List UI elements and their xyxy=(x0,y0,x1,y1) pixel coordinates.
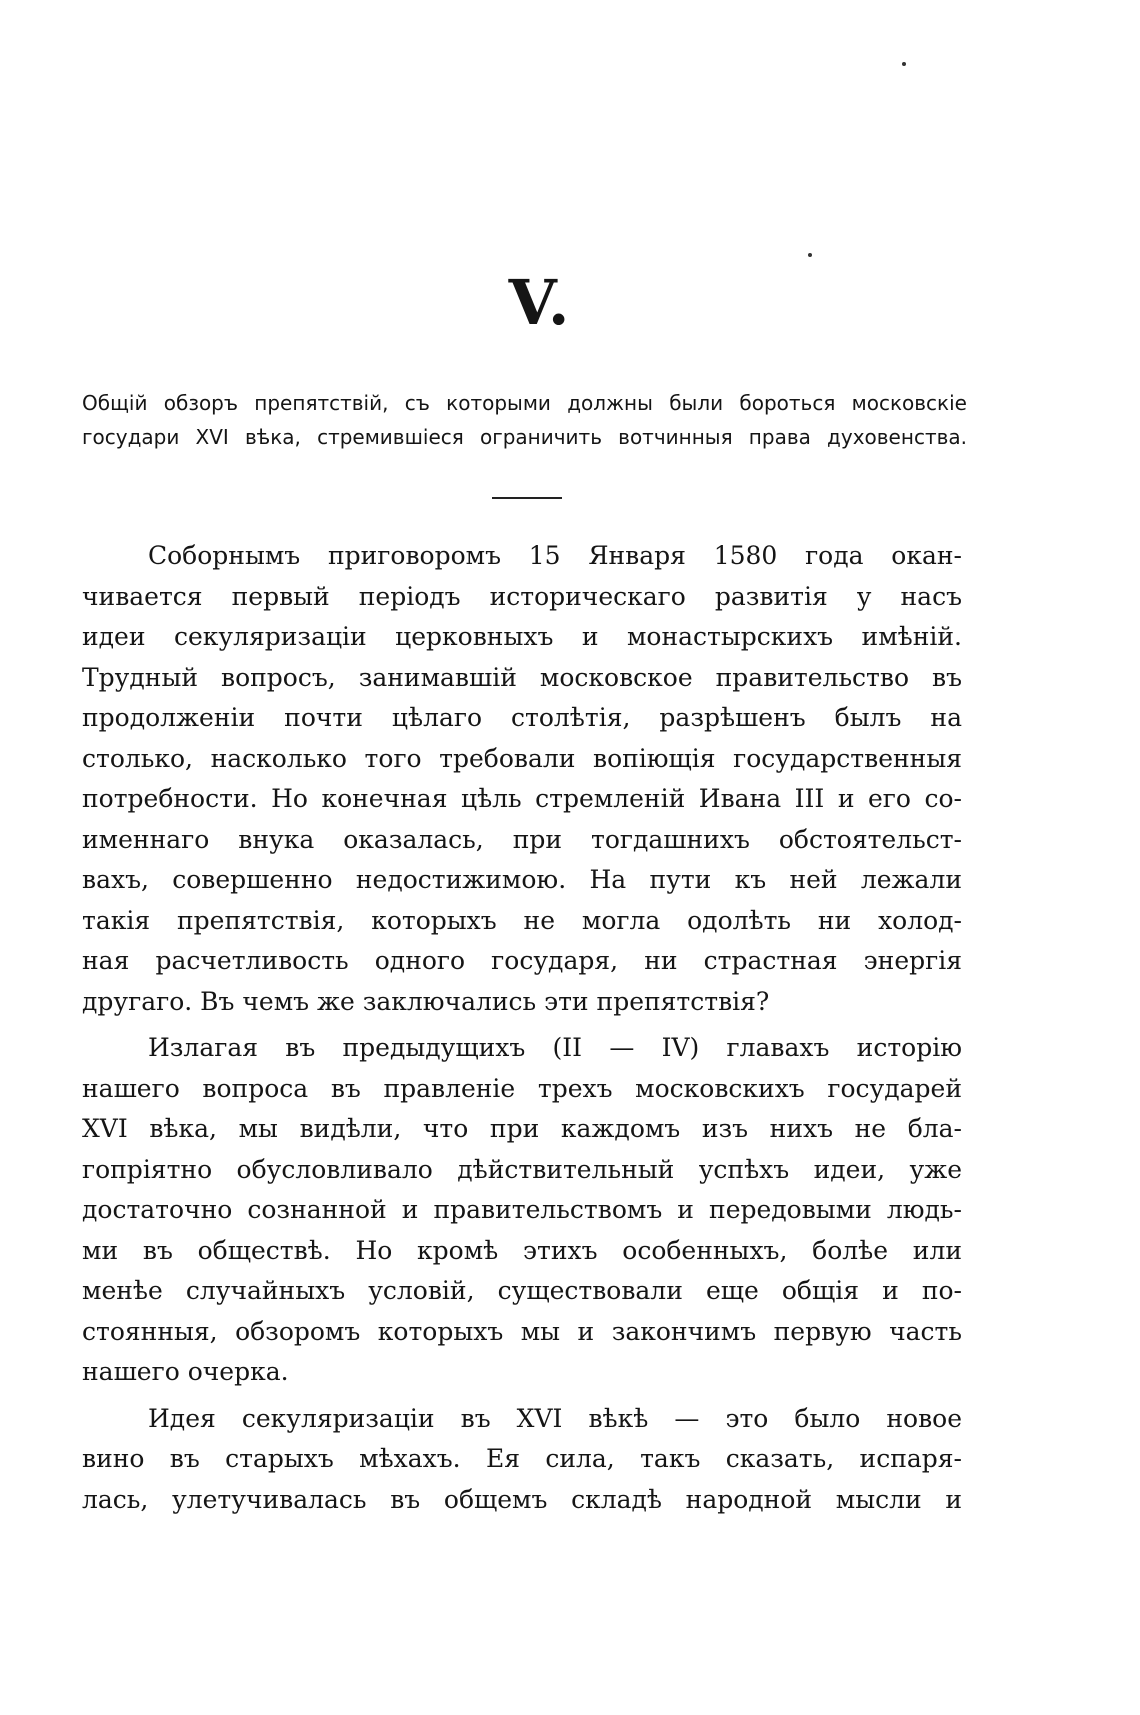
text-line: чивается первый періодъ историческаго развитія у насъ xyxy=(82,581,962,611)
text-line: лась, улетучивалась въ общемъ складѣ народной мысли и xyxy=(82,1484,962,1514)
text-line: нашего очерка. xyxy=(82,1357,289,1386)
chapter-summary xyxy=(82,386,967,454)
text-line: Соборнымъ приговоромъ 15 Января 1580 года окан- xyxy=(148,541,962,570)
text-line: ми въ обществѣ. Но кромѣ этихъ особенныхъ, болѣе или xyxy=(82,1235,962,1265)
text-line: достаточно сознанной и правительствомъ и передовыми людь- xyxy=(82,1195,962,1224)
speck-mark xyxy=(808,253,812,257)
text-line: ная расчетливость одного государя, ни страстная энергія xyxy=(82,946,962,975)
text-line: XVI вѣка, мы видѣли, что при каждомъ изъ нихъ не бла- xyxy=(82,1114,962,1143)
text-line: гопріятно обусловливало дѣйствительный успѣхъ идеи, уже xyxy=(82,1154,962,1184)
text-line: Идея секуляризаціи въ XVI вѣкѣ — это было новое xyxy=(148,1403,962,1433)
text-line: идеи секуляризаціи церковныхъ и монастырскихъ имѣній. xyxy=(82,622,962,651)
text-line: потребности. Но конечная цѣль стремленій Ивана III и его со- xyxy=(82,784,962,813)
text-line: вахъ, совершенно недостижимою. На пути къ ней лежали xyxy=(82,865,962,894)
text-line: продолженіи почти цѣлаго столѣтія, разрѣшенъ былъ на xyxy=(82,703,962,732)
speck-mark xyxy=(902,62,906,66)
chapter-number: V. xyxy=(508,266,572,339)
text-line: Трудный вопросъ, занимавшій московское правительство въ xyxy=(82,662,962,692)
body-text xyxy=(82,536,962,1520)
chapter-summary-line: Общій обзоръ препятствій, съ которыми должны были бороться московскіе xyxy=(82,391,967,415)
text-line: Излагая въ предыдущихъ (II — IV) главахъ исторію xyxy=(148,1033,962,1062)
text-line: именнаго внука оказалась, при тогдашнихъ обстоятельст- xyxy=(82,824,962,854)
text-line: стоянныя, обзоромъ которыхъ мы и закончимъ первую часть xyxy=(82,1316,962,1346)
text-line: менѣе случайныхъ условій, существовали еще общія и по- xyxy=(82,1276,962,1305)
text-line: столько, насколько того требовали вопіющія государственныя xyxy=(82,743,962,773)
chapter-summary-line: государи XVI вѣка, стремившіеся ограничить вотчинныя права духовенства. xyxy=(82,425,967,449)
text-line: такія препятствія, которыхъ не могла одолѣть ни холод- xyxy=(82,905,962,935)
text-line: нашего вопроса въ правленіе трехъ московскихъ государей xyxy=(82,1073,962,1103)
text-line: вино въ старыхъ мѣхахъ. Ея сила, такъ сказать, испаря- xyxy=(82,1444,962,1473)
divider-rule xyxy=(492,497,562,499)
text-line: другаго. Въ чемъ же заключались эти препятствія? xyxy=(82,986,770,1016)
